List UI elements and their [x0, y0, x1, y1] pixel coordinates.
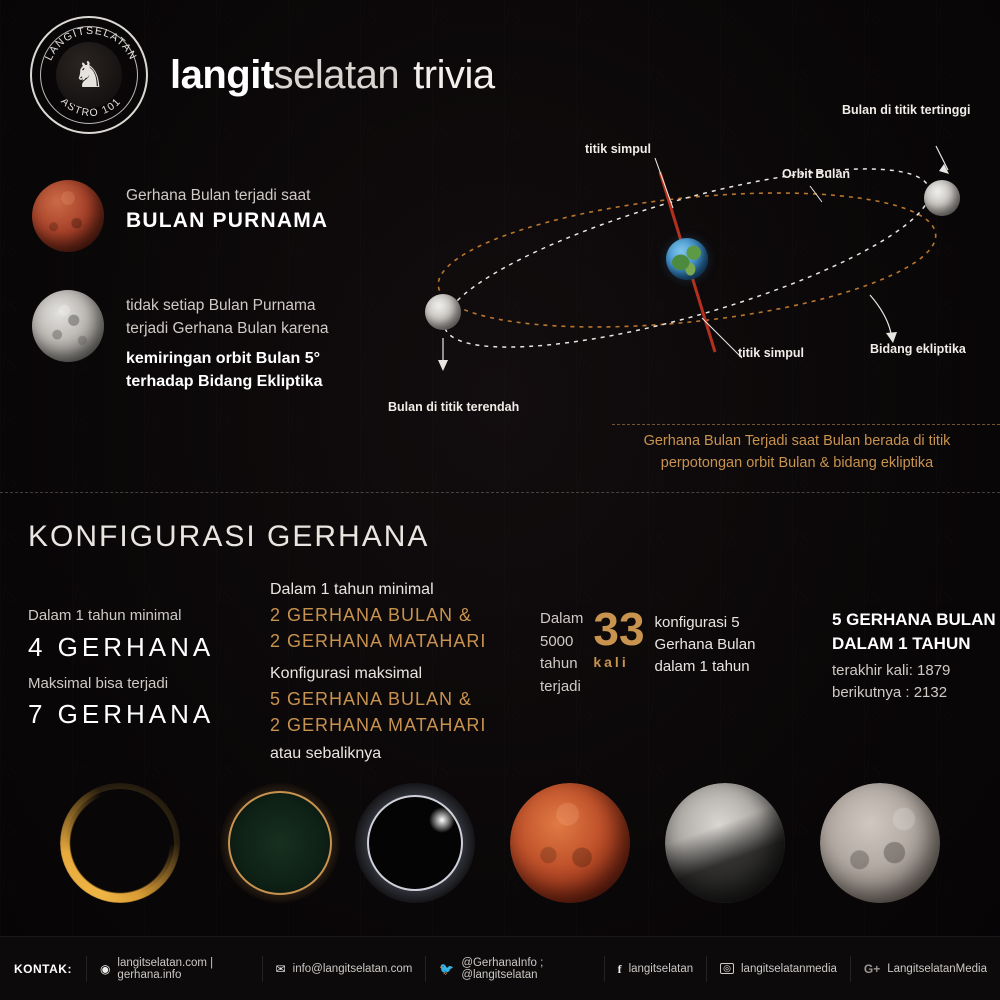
col2-gold2: 2 GERHANA MATAHARI: [270, 631, 487, 652]
col3-right-text: konfigurasi 5 Gerhana Bulan dalam 1 tahun: [654, 614, 756, 675]
col1-big2: 7 GERHANA: [28, 699, 215, 729]
fact-full-moon: [32, 180, 328, 252]
footer-facebook-text: langitselatan: [628, 962, 694, 975]
facebook-icon: f: [617, 961, 622, 976]
stat-column-3: [540, 603, 800, 698]
logo-top-text: LANGITSELATAN: [42, 24, 140, 63]
footer-contact-bar: [0, 936, 1000, 1000]
logo: [30, 16, 148, 134]
brand-bold: langit: [170, 52, 274, 97]
full-moon-icon: [32, 290, 104, 362]
stat-column-4: [832, 608, 1000, 705]
fact2-line1: tidak setiap Bulan Purnama: [126, 297, 316, 314]
total-solar-eclipse-photo: [355, 783, 475, 903]
col2-gold3: 5 GERHANA BULAN &: [270, 689, 473, 710]
orbit-caption: [612, 430, 982, 475]
divider-orbit-caption: [612, 424, 1000, 425]
penumbral-lunar-eclipse-photo: [820, 783, 940, 903]
partial-lunar-eclipse-photo: [665, 783, 785, 903]
footer-label: KONTAK:: [14, 961, 72, 976]
leader-high-moon: [936, 146, 948, 170]
stat-column-1: [28, 605, 243, 740]
footer-twitter-text: @GerhanaInfo ; @langitselatan: [461, 956, 544, 981]
col1-line2: Maksimal bisa terjadi: [28, 674, 169, 692]
annular-eclipse-photo: [60, 783, 180, 903]
logo-emblem: [56, 42, 122, 108]
col2-line3: atau sebaliknya: [270, 745, 382, 763]
logo-bottom-text: ASTRO 101: [58, 95, 124, 120]
footer-item-facebook[interactable]: [604, 956, 707, 982]
col3-number: 33: [593, 603, 645, 655]
earth-icon: [666, 238, 708, 280]
stat-column-2: [270, 578, 495, 766]
col1-big1: 4 GERHANA: [28, 631, 215, 662]
partial-eclipse-ring-photo: [220, 783, 340, 903]
fact2-emphasis1: kemiringan orbit Bulan 5°: [126, 349, 320, 367]
col2-line2: Konfigurasi maksimal: [270, 665, 423, 683]
blood-moon-photo: [510, 783, 630, 903]
label-moon-orbit: Orbit Bulan: [782, 167, 851, 181]
divider-section: [0, 492, 1000, 493]
fact1-line1: Gerhana Bulan terjadi saat: [126, 187, 311, 204]
moon-highest-point-icon: [924, 180, 960, 216]
col4-title1: 5 GERHANA BULAN: [832, 610, 996, 629]
fact-orbit-tilt: [32, 290, 329, 393]
instagram-icon: ◎: [720, 963, 734, 974]
footer-googleplus-text: LangitselatanMedia: [887, 962, 987, 975]
col2-gold4: 2 GERHANA MATAHARI: [270, 715, 487, 736]
orbit-caption-line1: Gerhana Bulan Terjadi saat Bulan berada di titik: [643, 433, 951, 449]
moon-lowest-point-icon: [425, 294, 461, 330]
fact2-emphasis2: terhadap Bidang Ekliptika: [126, 372, 323, 390]
col3-left-text: Dalam 5000 tahun terjadi: [540, 610, 584, 695]
leader-node-bottom: [702, 318, 742, 358]
brand-suffix: trivia: [413, 52, 495, 97]
googleplus-icon: G+: [863, 961, 881, 976]
col4-title2: DALAM 1 TAHUN: [832, 633, 971, 653]
rss-icon: ◉: [99, 961, 111, 976]
fact2-line2: terjadi Gerhana Bulan karena: [126, 320, 329, 338]
footer-instagram-text: langitselatanmedia: [741, 962, 837, 975]
fact1-emphasis: BULAN PURNAMA: [126, 209, 329, 233]
orbit-diagram: [370, 90, 1000, 430]
col3-unit: kali: [593, 653, 629, 670]
footer-item-email[interactable]: [262, 956, 426, 982]
label-ecliptic-plane: Bidang ekliptika: [870, 342, 966, 356]
label-highest-point: Bulan di titik tertinggi: [842, 103, 971, 117]
footer-item-instagram[interactable]: [706, 956, 850, 982]
label-lowest-point: Bulan di titik terendah: [388, 400, 520, 414]
label-node-bottom: titik simpul: [738, 346, 804, 360]
mail-icon: ✉: [275, 961, 286, 976]
horse-rider-icon: ♞: [72, 54, 106, 95]
leader-orbit-label: [810, 186, 822, 202]
red-moon-icon: [32, 180, 104, 252]
logo-text-arc: [32, 18, 150, 136]
orbit-caption-line2: perpotongan orbit Bulan & bidang ekliptika: [660, 455, 934, 472]
col3-number-block: [593, 603, 645, 670]
section-title: KONFIGURASI GERHANA: [28, 520, 430, 553]
label-node-top: titik simpul: [585, 142, 651, 156]
col2-gold1: 2 GERHANA BULAN &: [270, 605, 473, 625]
twitter-icon: 🐦: [439, 961, 455, 976]
brand-light: selatan: [273, 52, 400, 97]
col2-line1: Dalam 1 tahun minimal: [270, 581, 434, 598]
eclipse-photo-strip: [0, 775, 1000, 925]
footer-email-text: info@langitselatan.com: [292, 962, 413, 975]
footer-item-website[interactable]: [86, 956, 262, 982]
footer-item-googleplus[interactable]: [850, 956, 1000, 982]
col4-next: berikutnya : 2132: [832, 684, 948, 702]
col1-line1: Dalam 1 tahun minimal: [28, 607, 182, 624]
footer-item-twitter[interactable]: [425, 956, 603, 982]
footer-website-text: langitselatan.com | gerhana.info: [117, 956, 214, 981]
col4-last: terakhir kali: 1879: [832, 661, 951, 679]
